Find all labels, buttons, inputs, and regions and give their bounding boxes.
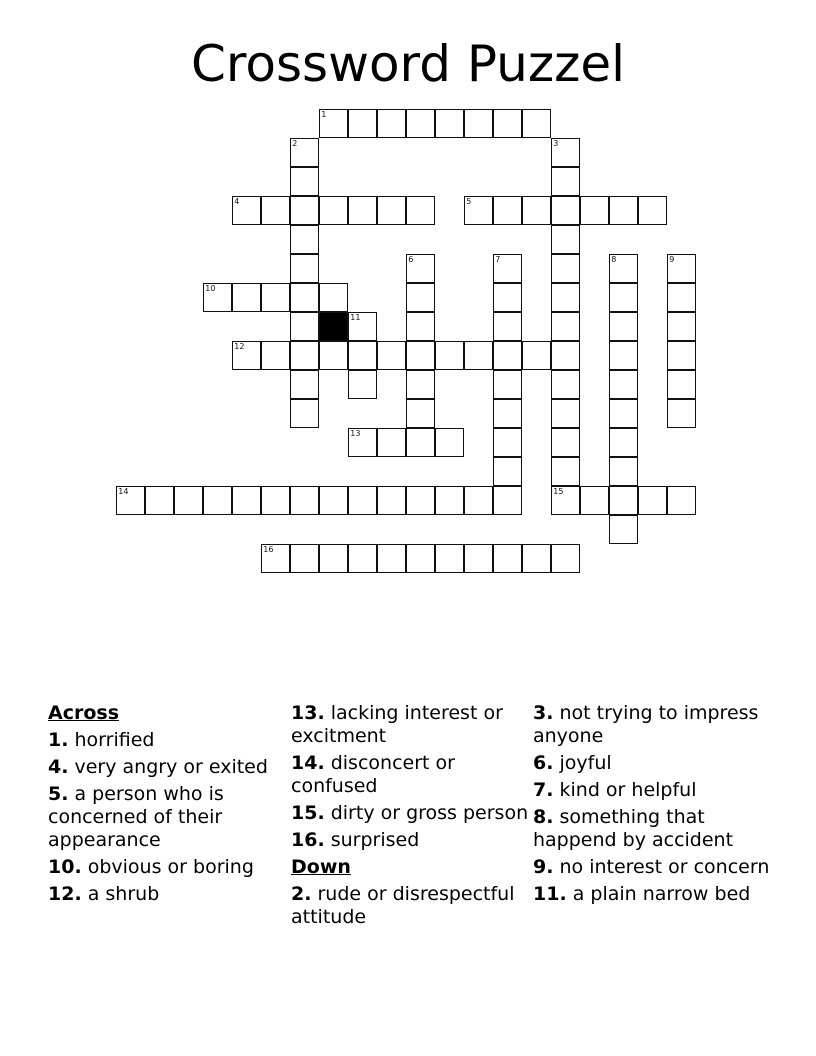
grid-cell[interactable] xyxy=(406,196,435,225)
grid-cell[interactable] xyxy=(203,283,232,312)
cell-number: 6 xyxy=(408,255,414,265)
grid-cell[interactable] xyxy=(406,544,435,573)
grid-cell[interactable] xyxy=(551,254,580,283)
cell-number: 4 xyxy=(234,197,240,207)
cell-number: 16 xyxy=(263,545,274,555)
clue-text: disconcert or confused xyxy=(291,752,455,797)
grid-cell[interactable] xyxy=(609,254,638,283)
clue-number: 1. xyxy=(48,729,69,751)
clue-across-16 xyxy=(291,829,531,852)
clue-number: 6. xyxy=(533,752,554,774)
grid-cell[interactable] xyxy=(522,544,551,573)
across-heading: Across xyxy=(48,702,120,724)
grid-cell[interactable] xyxy=(406,254,435,283)
grid-cell[interactable] xyxy=(609,515,638,544)
grid-cell[interactable] xyxy=(348,428,377,457)
clue-text: surprised xyxy=(330,829,420,851)
grid-cell[interactable] xyxy=(406,341,435,370)
grid-cell[interactable] xyxy=(493,341,522,370)
clue-number: 5. xyxy=(48,783,69,805)
grid-cell[interactable] xyxy=(290,312,319,341)
grid-cell[interactable] xyxy=(609,457,638,486)
grid-cell[interactable] xyxy=(522,109,551,138)
grid-cell[interactable] xyxy=(290,225,319,254)
clue-text: rude or disrespectful attitude xyxy=(291,883,515,928)
cell-number: 10 xyxy=(205,284,216,294)
grid-cell[interactable] xyxy=(493,312,522,341)
grid-cell[interactable] xyxy=(406,312,435,341)
grid-cell[interactable] xyxy=(667,399,696,428)
clue-down-3 xyxy=(533,702,773,748)
clue-number: 14. xyxy=(291,752,325,774)
grid-cell[interactable] xyxy=(493,370,522,399)
grid-cell[interactable] xyxy=(551,486,580,515)
grid-cell[interactable] xyxy=(232,196,261,225)
grid-cell[interactable] xyxy=(493,457,522,486)
cell-number: 12 xyxy=(234,342,245,352)
grid-cell[interactable] xyxy=(551,138,580,167)
clue-number: 2. xyxy=(291,883,312,905)
grid-cell[interactable] xyxy=(609,428,638,457)
grid-cell[interactable] xyxy=(435,486,464,515)
grid-cell[interactable] xyxy=(667,283,696,312)
clue-text: lacking interest or excitment xyxy=(291,702,503,747)
grid-cell[interactable] xyxy=(290,486,319,515)
grid-cell[interactable] xyxy=(609,370,638,399)
clue-text: no interest or concern xyxy=(559,856,770,878)
grid-cell[interactable] xyxy=(551,544,580,573)
cell-number: 15 xyxy=(553,487,564,497)
grid-cell[interactable] xyxy=(522,341,551,370)
grid-cell[interactable] xyxy=(667,486,696,515)
clue-down-9 xyxy=(533,856,773,879)
grid-cell[interactable] xyxy=(290,283,319,312)
grid-cell[interactable] xyxy=(232,486,261,515)
clue-text: a plain narrow bed xyxy=(572,883,751,905)
cell-number: 5 xyxy=(466,197,472,207)
grid-cell[interactable] xyxy=(261,544,290,573)
clue-text: kind or helpful xyxy=(559,779,697,801)
black-cell xyxy=(319,312,348,341)
clue-text: a shrub xyxy=(87,883,160,905)
cell-number: 8 xyxy=(611,255,617,265)
clue-number: 12. xyxy=(48,883,82,905)
grid-cell[interactable] xyxy=(406,283,435,312)
grid-cell[interactable] xyxy=(435,428,464,457)
grid-cell[interactable] xyxy=(493,544,522,573)
clue-number: 9. xyxy=(533,856,554,878)
grid-cell[interactable] xyxy=(377,341,406,370)
cell-number: 3 xyxy=(553,139,559,149)
grid-cell[interactable] xyxy=(116,486,145,515)
grid-cell[interactable] xyxy=(377,196,406,225)
grid-cell[interactable] xyxy=(551,196,580,225)
cell-number: 7 xyxy=(495,255,501,265)
clue-down-6 xyxy=(533,752,773,775)
clue-number: 4. xyxy=(48,756,69,778)
grid-cell[interactable] xyxy=(609,486,638,515)
clue-down-2 xyxy=(291,883,531,929)
grid-cell[interactable] xyxy=(609,196,638,225)
grid-cell[interactable] xyxy=(551,312,580,341)
grid-cell[interactable] xyxy=(406,109,435,138)
clue-number: 3. xyxy=(533,702,554,724)
grid-cell[interactable] xyxy=(319,109,348,138)
cell-number: 13 xyxy=(350,429,361,439)
clue-text: not trying to impress anyone xyxy=(533,702,759,747)
grid-cell[interactable] xyxy=(290,341,319,370)
grid-cell[interactable] xyxy=(348,370,377,399)
grid-cell[interactable] xyxy=(406,486,435,515)
puzzle-title: Crossword Puzzel xyxy=(191,35,625,93)
clues-column-2 xyxy=(291,702,531,933)
clue-number: 11. xyxy=(533,883,567,905)
grid-cell[interactable] xyxy=(290,544,319,573)
grid-cell[interactable] xyxy=(406,399,435,428)
grid-cell[interactable] xyxy=(464,109,493,138)
grid-cell[interactable] xyxy=(638,486,667,515)
clue-number: 8. xyxy=(533,806,554,828)
clue-across-14 xyxy=(291,752,531,798)
clue-down-8 xyxy=(533,806,773,852)
clue-down-11 xyxy=(533,883,773,906)
grid-cell[interactable] xyxy=(290,138,319,167)
clue-across-4 xyxy=(48,756,288,779)
grid-cell[interactable] xyxy=(377,428,406,457)
grid-cell[interactable] xyxy=(377,544,406,573)
grid-cell[interactable] xyxy=(580,486,609,515)
grid-cell[interactable] xyxy=(319,486,348,515)
grid-cell[interactable] xyxy=(493,196,522,225)
grid-cell[interactable] xyxy=(551,457,580,486)
grid-cell[interactable] xyxy=(290,399,319,428)
grid-cell[interactable] xyxy=(348,109,377,138)
grid-cell[interactable] xyxy=(348,544,377,573)
cell-number: 1 xyxy=(321,110,327,120)
grid-cell[interactable] xyxy=(551,428,580,457)
clue-number: 7. xyxy=(533,779,554,801)
grid-cell[interactable] xyxy=(290,196,319,225)
grid-cell[interactable] xyxy=(493,254,522,283)
grid-cell[interactable] xyxy=(609,283,638,312)
grid-cell[interactable] xyxy=(464,341,493,370)
grid-cell[interactable] xyxy=(551,341,580,370)
clue-text: joyful xyxy=(559,752,612,774)
grid-cell[interactable] xyxy=(406,370,435,399)
grid-cell[interactable] xyxy=(348,486,377,515)
clue-text: a person who is concerned of their appearance xyxy=(48,783,224,851)
down-heading: Down xyxy=(291,856,351,878)
grid-cell[interactable] xyxy=(609,341,638,370)
grid-cell[interactable] xyxy=(406,428,435,457)
grid-cell[interactable] xyxy=(348,196,377,225)
grid-cell[interactable] xyxy=(493,109,522,138)
grid-cell[interactable] xyxy=(377,109,406,138)
grid-cell[interactable] xyxy=(667,370,696,399)
cell-number: 11 xyxy=(350,313,361,323)
grid-cell[interactable] xyxy=(493,399,522,428)
grid-cell[interactable] xyxy=(551,283,580,312)
grid-cell[interactable] xyxy=(319,283,348,312)
grid-cell[interactable] xyxy=(290,370,319,399)
clues-column-1 xyxy=(48,702,288,910)
grid-cell[interactable] xyxy=(551,167,580,196)
clues-column-3 xyxy=(533,702,773,910)
cell-number: 14 xyxy=(118,487,129,497)
grid-cell[interactable] xyxy=(551,399,580,428)
grid-cell[interactable] xyxy=(261,283,290,312)
clue-number: 10. xyxy=(48,856,82,878)
grid-cell[interactable] xyxy=(145,486,174,515)
clue-text: obvious or boring xyxy=(87,856,254,878)
grid-cell[interactable] xyxy=(435,544,464,573)
clue-number: 16. xyxy=(291,829,325,851)
grid-cell[interactable] xyxy=(377,486,406,515)
grid-cell[interactable] xyxy=(203,486,232,515)
grid-cell[interactable] xyxy=(261,341,290,370)
grid-cell[interactable] xyxy=(522,196,551,225)
grid-cell[interactable] xyxy=(232,341,261,370)
grid-cell[interactable] xyxy=(319,196,348,225)
grid-cell[interactable] xyxy=(551,225,580,254)
grid-cell[interactable] xyxy=(261,196,290,225)
grid-cell[interactable] xyxy=(580,196,609,225)
grid-cell[interactable] xyxy=(232,283,261,312)
clue-text: something that happend by accident xyxy=(533,806,734,851)
grid-cell[interactable] xyxy=(348,312,377,341)
clue-text: dirty or gross person xyxy=(330,802,529,824)
grid-cell[interactable] xyxy=(667,254,696,283)
grid-cell[interactable] xyxy=(319,341,348,370)
clue-across-12 xyxy=(48,883,288,906)
clue-text: very angry or exited xyxy=(74,756,268,778)
grid-cell[interactable] xyxy=(290,167,319,196)
grid-cell[interactable] xyxy=(348,341,377,370)
clue-across-1 xyxy=(48,729,288,752)
clue-down-7 xyxy=(533,779,773,802)
grid-cell[interactable] xyxy=(464,196,493,225)
grid-cell[interactable] xyxy=(290,254,319,283)
grid-cell[interactable] xyxy=(493,283,522,312)
grid-cell[interactable] xyxy=(261,486,290,515)
cell-number: 9 xyxy=(669,255,675,265)
grid-cell[interactable] xyxy=(609,312,638,341)
clue-number: 15. xyxy=(291,802,325,824)
grid-cell[interactable] xyxy=(667,341,696,370)
grid-cell[interactable] xyxy=(551,370,580,399)
grid-cell[interactable] xyxy=(319,544,348,573)
grid-cell[interactable] xyxy=(638,196,667,225)
grid-cell[interactable] xyxy=(609,399,638,428)
grid-cell[interactable] xyxy=(464,486,493,515)
cell-number: 2 xyxy=(292,139,298,149)
grid-cell[interactable] xyxy=(667,312,696,341)
clue-across-13 xyxy=(291,702,531,748)
grid-cell[interactable] xyxy=(435,109,464,138)
clue-across-5 xyxy=(48,783,288,852)
grid-cell[interactable] xyxy=(464,544,493,573)
grid-cell[interactable] xyxy=(493,486,522,515)
clue-number: 13. xyxy=(291,702,325,724)
clue-text: horrified xyxy=(74,729,155,751)
clue-across-10 xyxy=(48,856,288,879)
grid-cell[interactable] xyxy=(174,486,203,515)
grid-cell[interactable] xyxy=(493,428,522,457)
clue-across-15 xyxy=(291,802,531,825)
grid-cell[interactable] xyxy=(435,341,464,370)
